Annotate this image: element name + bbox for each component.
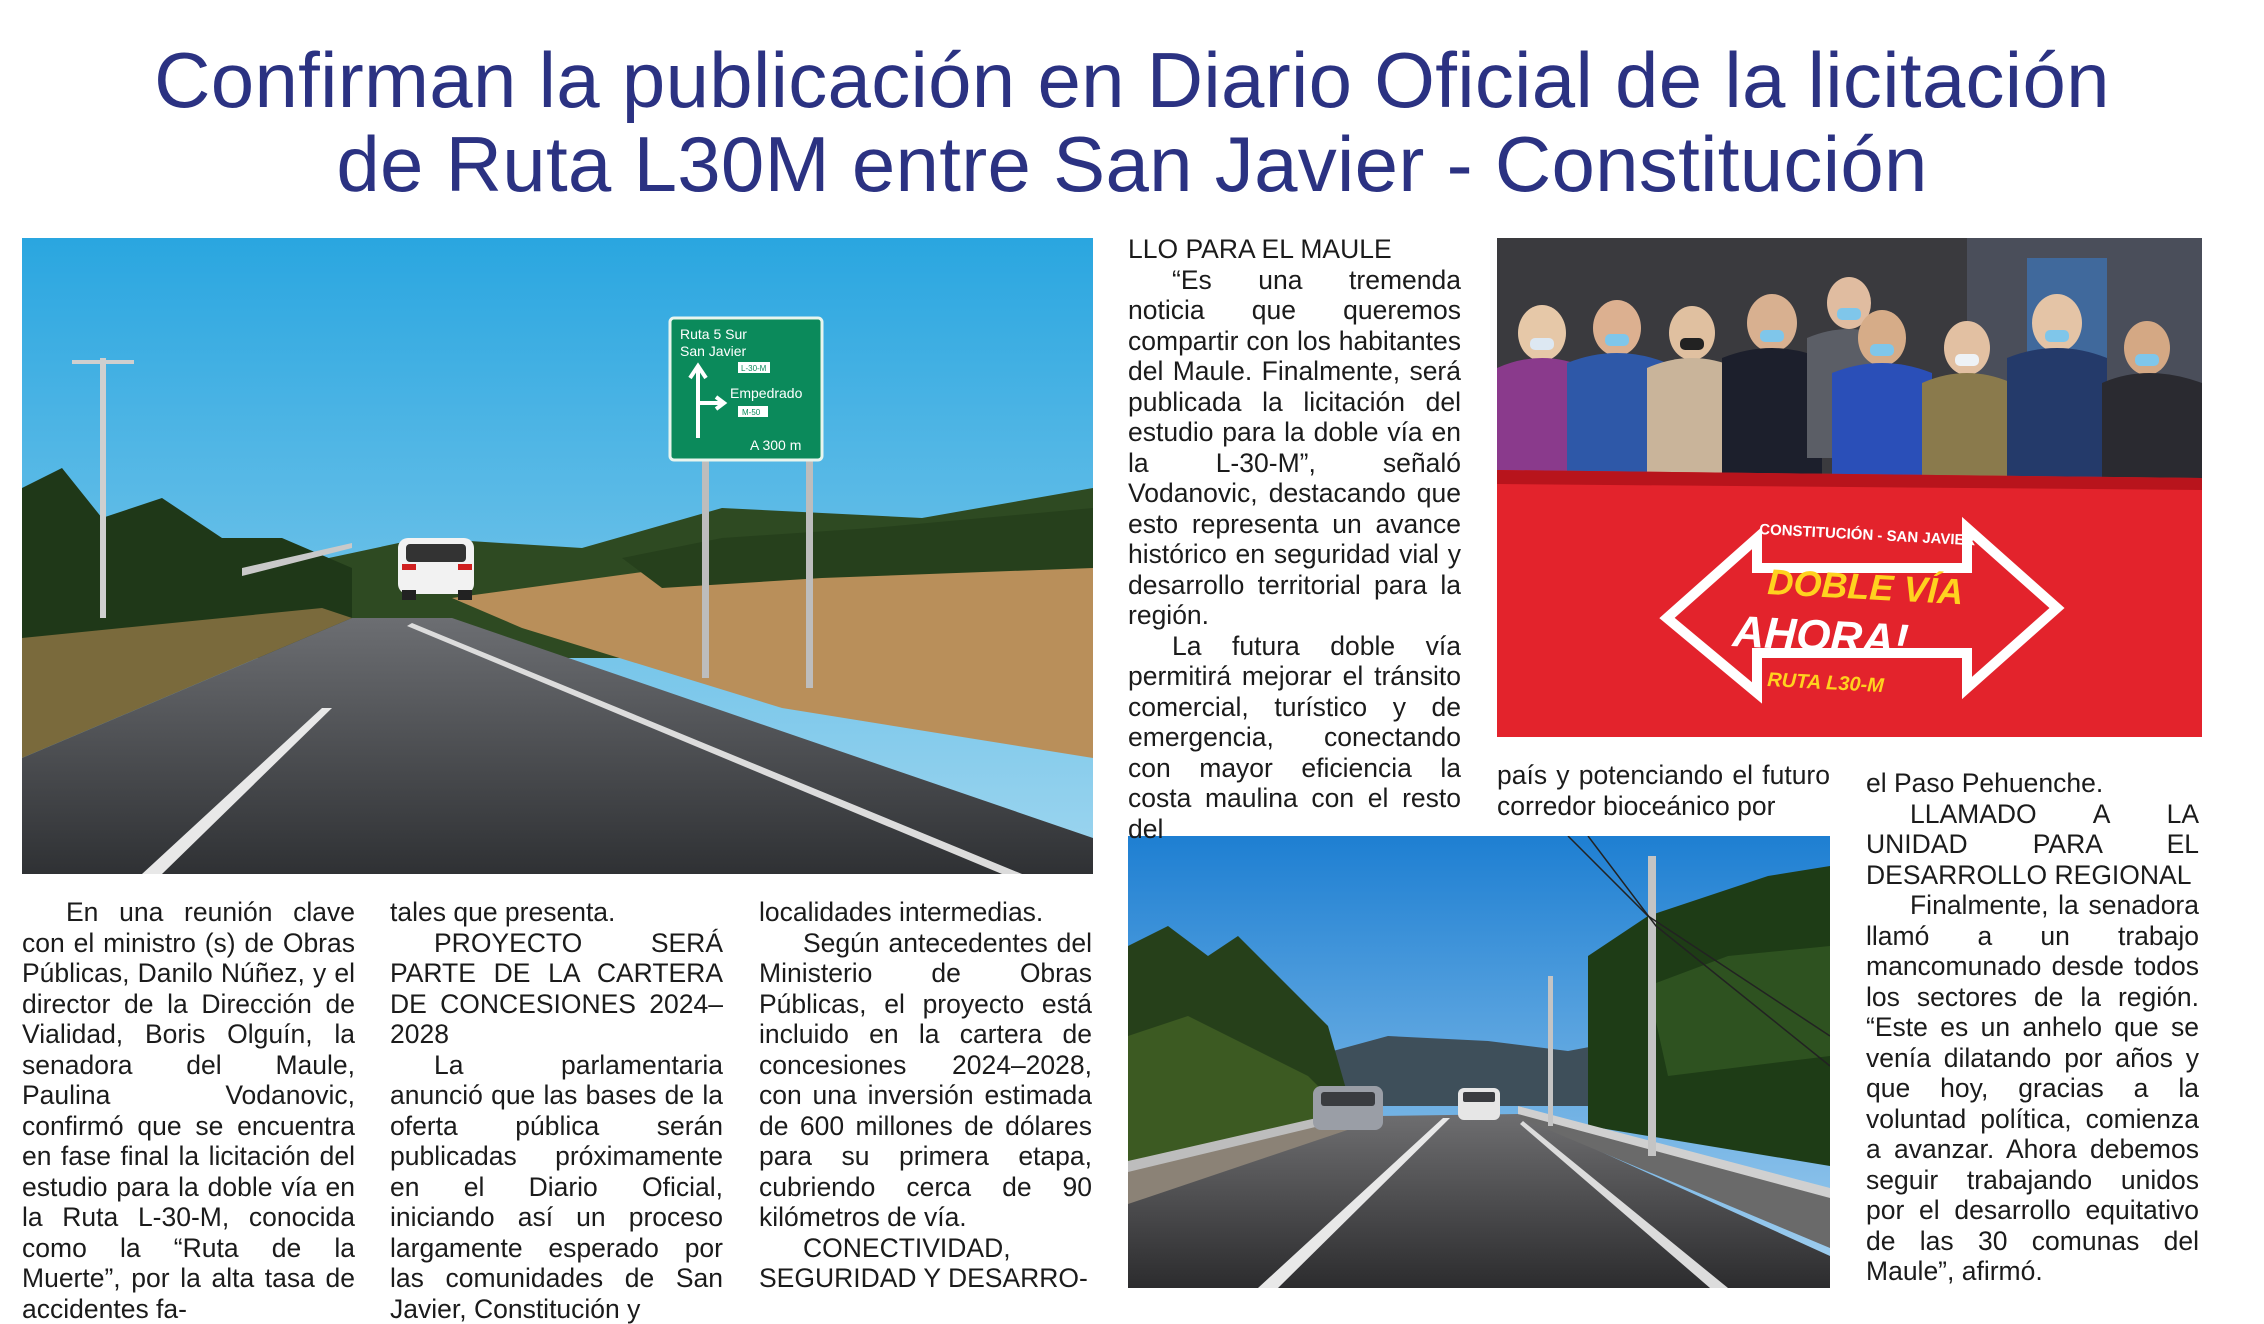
paragraph: La futura doble vía permitirá mejorar el tránsito comercial, turístico y de emergencia, conectando con mayor eficiencia la costa maulina con el resto del xyxy=(1128,631,1461,845)
paragraph-continued: el Paso Pehuenche. xyxy=(1866,768,2199,799)
headline-line-1: Confirman la publicación en Diario Oficial de la licitación xyxy=(30,38,2234,122)
column-3 xyxy=(759,897,1092,1294)
headline xyxy=(30,38,2234,206)
paragraph-continued: localidades intermedias. xyxy=(759,897,1092,928)
column-2 xyxy=(390,897,723,1324)
column-1 xyxy=(22,897,355,1324)
sign-line-3: Empedrado xyxy=(730,385,803,401)
banner-top-text: CONSTITUCIÓN - SAN JAVIER xyxy=(1759,520,1976,549)
banner-line-2: AHORA! xyxy=(1730,607,1909,665)
sign-badge-1: L-30-M xyxy=(741,364,767,373)
photo-forest-road xyxy=(1128,836,1830,1288)
banner-bottom-text: RUTA L30-M xyxy=(1767,669,1886,697)
sign-line-2: San Javier xyxy=(680,343,746,359)
column-4 xyxy=(1128,234,1461,844)
banner-line-1: DOBLE VÍA xyxy=(1767,561,1965,612)
section-heading: LLAMADO A LA UNIDAD PARA EL DESARROLLO REGIONAL xyxy=(1866,799,2199,891)
paragraph-continued: tales que presenta. xyxy=(390,897,723,928)
paragraph: Finalmente, la senadora llamó a un trabajo mancomunado desde todos los sectores de la región. “Este es un anhelo que se venía dilatando por años y que hoy, gracias a la voluntad política, comienza a avanzar. Ahora debemos seguir trabajando unidos por el desarrollo equitativo de las 30 comunas del Maule”, afirmó. xyxy=(1866,890,2199,1287)
paragraph: En una reunión clave con el ministro (s) de Obras Públicas, Danilo Núñez, y el director de la Dirección de Vialidad, Boris Olguín, la senadora del Maule, Paulina Vodanovic, confirmó que se encuentra en fase final la licitación del estudio para la doble vía en la Ruta L-30-M, conocida como la “Ruta de la Muerte”, por la alta tasa de accidentes fa- xyxy=(22,897,355,1324)
photo-banner-group xyxy=(1497,238,2202,737)
section-heading: PROYECTO SERÁ PARTE DE LA CARTERA DE CONCESIONES 2024–2028 xyxy=(390,928,723,1050)
paragraph: “Es una tremenda noticia que queremos compartir con los habitantes del Maule. Finalmente, será publicada la licitación del estudio para la doble vía en la L-30-M”, señaló Vodanovic, destacando que esto representa un avance histórico en seguridad vial y desarrollo territorial para la región. xyxy=(1128,265,1461,631)
column-6 xyxy=(1866,768,2199,1287)
section-heading: CONECTIVIDAD, SEGURIDAD Y DESARRO- xyxy=(759,1233,1092,1294)
column-5 xyxy=(1497,760,1830,821)
sign-line-1: Ruta 5 Sur xyxy=(680,326,747,342)
sign-badge-2: M-50 xyxy=(742,408,761,417)
sign-distance: A 300 m xyxy=(750,437,801,453)
headline-line-2: de Ruta L30M entre San Javier - Constitución xyxy=(30,122,2234,206)
paragraph: Según antecedentes del Ministerio de Obras Públicas, el proyecto está incluido en la cartera de concesiones 2024–2028, con una inversión estimada de 600 millones de dólares para su primera etapa, cubriendo cerca de 90 kilómetros de vía. xyxy=(759,928,1092,1233)
paragraph-continued: país y potenciando el futuro corredor bioceánico por xyxy=(1497,760,1830,821)
paragraph: La parlamentaria anunció que las bases de la oferta pública serán publicadas próximamente en el Diario Oficial, iniciando así un proceso largamente esperado por las comunidades de San Javier, Constitución y xyxy=(390,1050,723,1324)
photo-road-sign xyxy=(22,238,1093,874)
section-heading-continued: LLO PARA EL MAULE xyxy=(1128,234,1461,265)
